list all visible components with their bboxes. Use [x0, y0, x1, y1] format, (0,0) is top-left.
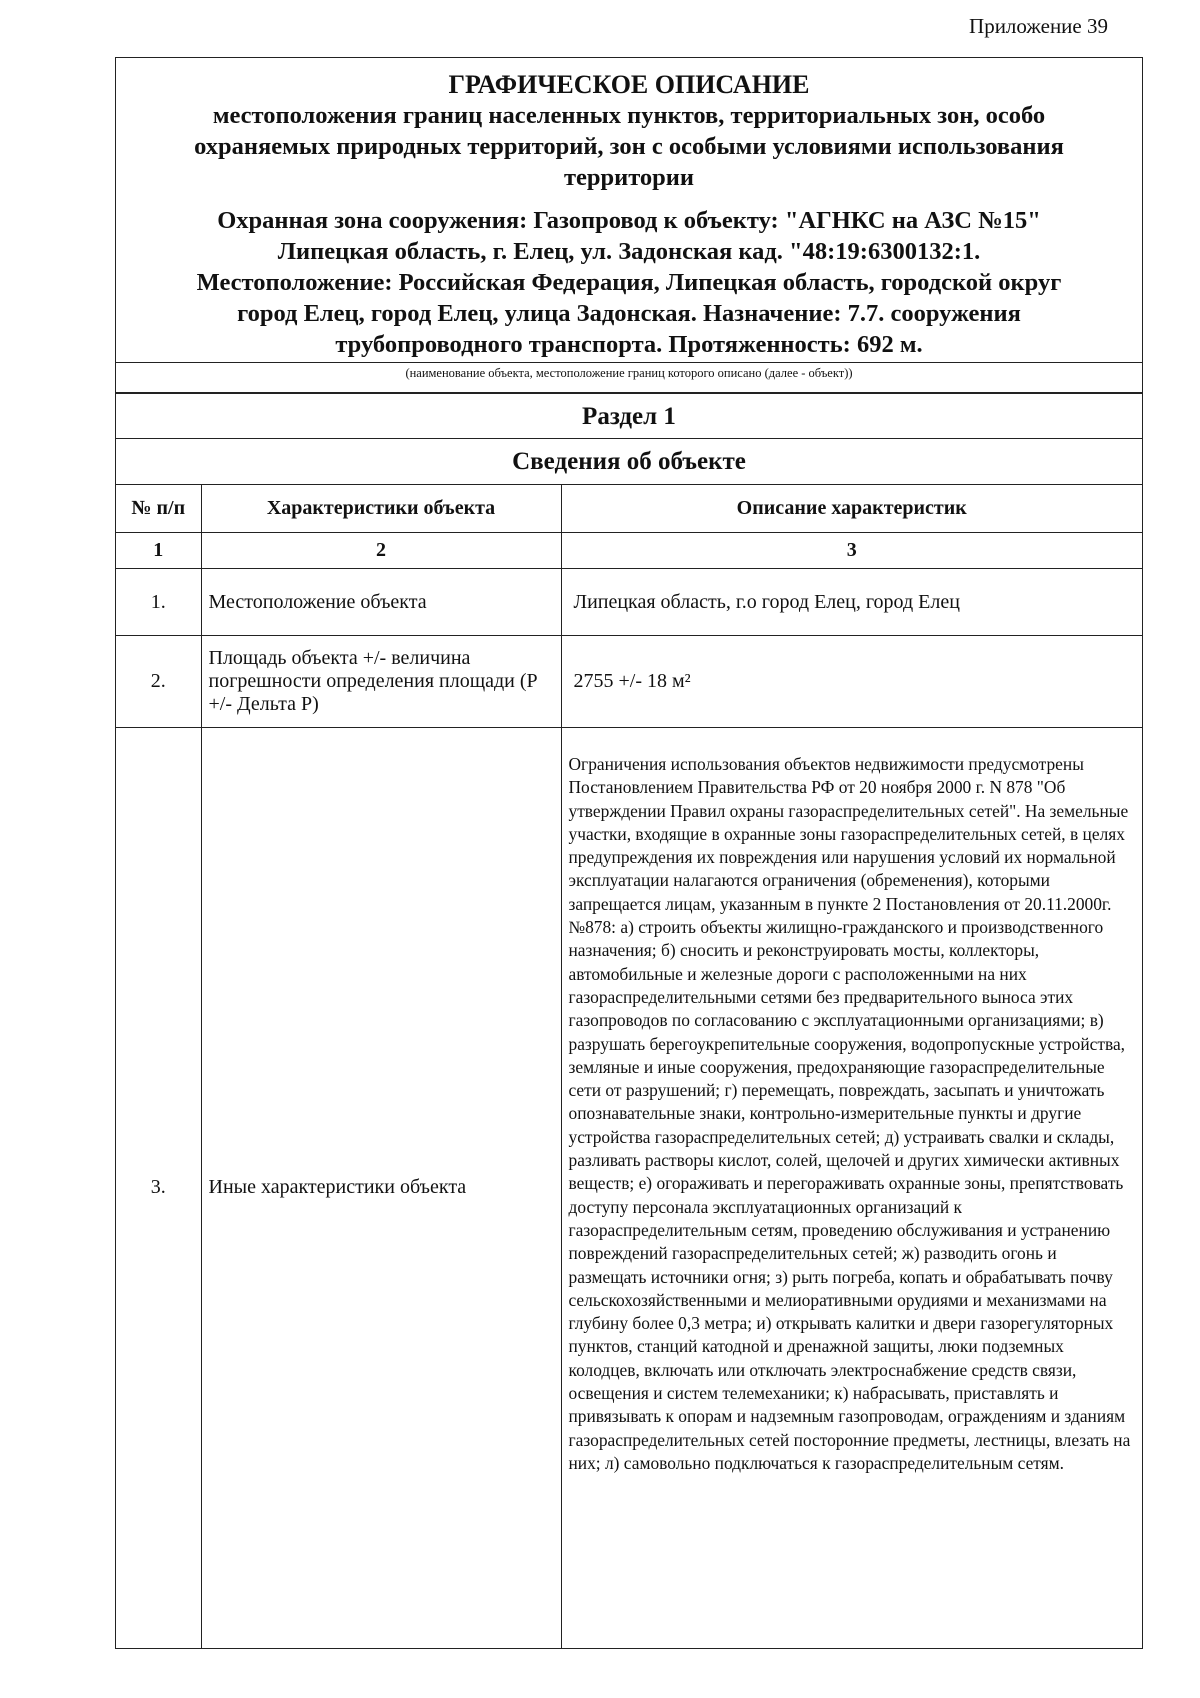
header-number: № п/п	[116, 485, 201, 533]
object-line-4: город Елец, город Елец, улица Задонская. Назначение: 7.7. сооружения	[237, 300, 1021, 327]
row-description	[561, 728, 1142, 1648]
row-characteristic: Иные характеристики объекта	[201, 728, 561, 1648]
object-name-hint: (наименование объекта, местоположение границ которого описано (далее - объект))	[116, 362, 1142, 392]
document-subtitle-line-2: охраняемых природных территорий, зон с особыми условиями использования	[194, 133, 1064, 160]
row-number: 2.	[116, 636, 201, 728]
object-line-5: трубопроводного транспорта. Протяженность: 692 м.	[335, 331, 923, 358]
object-description	[126, 205, 1132, 360]
row-characteristic: Площадь объекта +/- величина погрешности определения площади (Р +/- Дельта Р)	[201, 636, 561, 728]
characteristics-table	[116, 484, 1142, 1648]
column-number-1: 1	[116, 533, 201, 569]
document-title: ГРАФИЧЕСКОЕ ОПИСАНИЕ	[448, 70, 810, 99]
column-number-2: 2	[201, 533, 561, 569]
table-row	[116, 569, 1142, 636]
title-block	[116, 58, 1142, 362]
header-characteristics: Характеристики объекта	[201, 485, 561, 533]
table-row	[116, 636, 1142, 728]
table-header-row	[116, 485, 1142, 533]
restrictions-text: Ограничения использования объектов недвижимости предусмотрены Постановлением Правительства РФ от 20 ноября 2000 г. N 878 "Об утверждении Правил охраны газораспределительных сетей". На земельные участки, входящие в охранные зоны газораспределительных сетей, в целях предупреждения их повреждения или нарушения условий их нормальной эксплуатации налагаются ограничения (обременения), которыми запрещается лицам, указанным в пункте 2 Постановления от 20.11.2000г. №878: а) строить объекты жилищно-гражданского и производственного назначения; б) сносить и реконструировать мосты, коллекторы, автомобильные и железные дороги с расположенными на них газораспределительными сетями без предварительного выноса этих газопроводов по согласованию с эксплуатационными организациями; в) разрушать берегоукрепительные сооружения, водопропускные устройства, земляные и иные сооружения, предохраняющие газораспределительные сети от разрушений; г) перемещать, повреждать, засыпать и уничтожать опознавательные знаки, контрольно-измерительные пункты и другие устройства газораспределительных сетей; д) устраивать свалки и склады, разливать растворы кислот, солей, щелочей и других химически активных веществ; е) огораживать и перегораживать охранные зоны, препятствовать доступу персонала эксплуатационных организаций к газораспределительным сетям, проведению обслуживания и устранению повреждений газораспределительных сетей; ж) разводить огонь и размещать источники огня; з) рыть погреба, копать и обрабатывать почву сельскохозяйственными и мелиоративными орудиями и механизмами на глубину более 0,3 метра; и) открывать калитки и двери газорегуляторных пунктов, станций катодной и дренажной защиты, люки подземных колодцев, включать или отключать электроснабжение средств связи, освещения и систем телемеханики; к) набрасывать, приставлять и привязывать к опорам и надземным газопроводам, ограждениям и зданиям газораспределительных сетей посторонние предметы, лестницы, влезать на них; л) самовольно подключаться к газораспределительным сетям.	[568, 754, 1131, 1473]
row-description: 2755 +/- 18 м²	[561, 636, 1142, 728]
section-title: Раздел 1	[116, 392, 1142, 438]
document-subtitle-line-3: территории	[563, 164, 695, 191]
object-line-2: Липецкая область, г. Елец, ул. Задонская кад. "48:19:6300132:1.	[277, 238, 981, 265]
document-frame	[115, 57, 1143, 1649]
column-number-3: 3	[561, 533, 1142, 569]
column-number-row	[116, 533, 1142, 569]
object-line-1: Охранная зона сооружения: Газопровод к объекту: "АГНКС на АЗС №15"	[217, 207, 1041, 234]
appendix-label: Приложение 39	[969, 14, 1108, 38]
row-number: 3.	[116, 728, 201, 1648]
header-description: Описание характеристик	[561, 485, 1142, 533]
row-number: 1.	[116, 569, 201, 636]
table-row	[116, 728, 1142, 1648]
object-line-3: Местоположение: Российская Федерация, Липецкая область, городской округ	[196, 269, 1062, 296]
document-subtitle-line-1: местоположения границ населенных пунктов, территориальных зон, особо	[212, 102, 1046, 129]
section-subtitle: Сведения об объекте	[116, 438, 1142, 484]
row-description: Липецкая область, г.о город Елец, город Елец	[561, 569, 1142, 636]
row-characteristic: Местоположение объекта	[201, 569, 561, 636]
